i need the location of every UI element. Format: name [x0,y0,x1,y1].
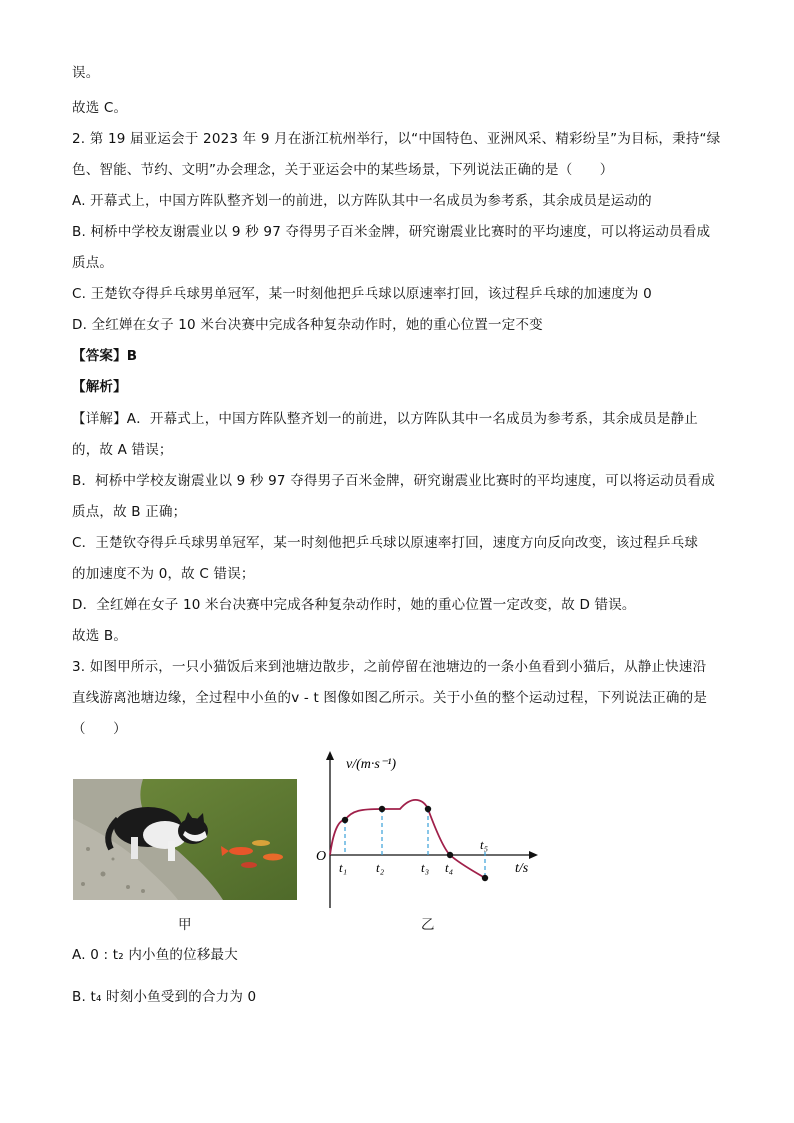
option-3a-text: 0 : t₂ 内小鱼的位移最大 [90,947,238,963]
detail-c-cont: 的加速度不为 0，故 C 错误； [72,566,255,582]
t3-label: t₃ [421,860,430,875]
velocity-curve [330,800,485,878]
detail-c: C．王楚钦夺得乒乓球男单冠军，某一时刻他把乒乓球以原速率打回，速度方向反向改变，该过程乒乓球 [72,535,699,551]
detail-a-cont: 的，故 A 错误； [72,442,173,458]
question-3-bracket: （ ） [72,721,127,737]
point-t2 [379,806,385,812]
x-axis-label: t/s [515,861,529,876]
origin-label: O [316,849,327,864]
question-2-stem: 2. 第 19 届亚运会于 2023 年 9 月在浙江杭州举行，以“中国特色、亚洲风采、精彩纷呈”为目标，秉持“绿 [72,131,721,147]
question-3-stem-cont: 直线游离池塘边缘，全过程中小鱼的v - t 图像如图乙所示。关于小鱼的整个运动过程，下列说法正确的是 [72,690,708,706]
detail-b: B．柯桥中学校友谢震业以 9 秒 97 夺得男子百米金牌，研究谢震业比赛时的平均速度，可以将运动员看成 [72,473,715,489]
detail-d: D．全红婵在女子 10 米台决赛中完成各种复杂动作时，她的重心位置一定改变，故 D 错误。 [72,597,636,613]
point-t5 [482,875,488,881]
figure-yi-caption: 乙 [421,917,435,933]
option-3b [72,988,256,1006]
t1-label: t₁ [339,860,348,875]
detail-a: 【详解】A．开幕式上，中国方阵队整齐划一的前进，以方阵队其中一名成员为参考系，其余成员是静止 [72,411,698,427]
answer-label: 【答案】B [72,348,138,364]
option-3a-letter: A. [72,947,86,963]
option-3b-text: t₄ 时刻小鱼受到的合力为 0 [90,989,257,1005]
option-b: B. 柯桥中学校友谢震业以 9 秒 97 夺得男子百米金牌，研究谢震业比赛时的平均速度，可以将运动员看成 [72,224,711,240]
question-3-stem: 3. 如图甲所示，一只小猫饭后来到池塘边散步，之前停留在池塘边的一条小鱼看到小猫后，从静止快速沿 [72,659,707,675]
vt-graph [300,748,540,918]
text-line: 故选 C。 [72,100,128,116]
option-c: C. 王楚钦夺得乒乓球男单冠军，某一时刻他把乒乓球以原速率打回，该过程乒乓球的加速度为 0 [72,286,652,302]
text-line: 误。 [72,65,100,81]
t4-label: t₄ [445,860,454,875]
point-t4 [447,852,453,858]
detail-b-cont: 质点，故 B 正确； [72,504,187,520]
option-3b-letter: B. [72,989,86,1005]
t2-label: t₂ [376,860,385,875]
point-t3 [425,806,431,812]
t5-label: t₅ [480,837,489,852]
analysis-label: 【解析】 [72,379,127,395]
cat-fish-photo [73,779,297,900]
option-a: A. 开幕式上，中国方阵队整齐划一的前进，以方阵队其中一名成员为参考系，其余成员是运动的 [72,193,652,209]
y-axis-label: v/(m·s⁻¹) [346,757,397,772]
option-d: D. 全红婵在女子 10 米台决赛中完成各种复杂动作时，她的重心位置一定不变 [72,317,543,333]
question-2-stem-cont: 色、智能、节约、文明”办会理念，关于亚运会中的某些场景，下列说法正确的是（ ） [72,162,614,178]
conclusion: 故选 B。 [72,628,128,644]
figure-jia-caption: 甲 [178,917,192,933]
option-b-cont: 质点。 [72,255,114,271]
option-3a [72,946,238,964]
point-t1 [342,817,348,823]
